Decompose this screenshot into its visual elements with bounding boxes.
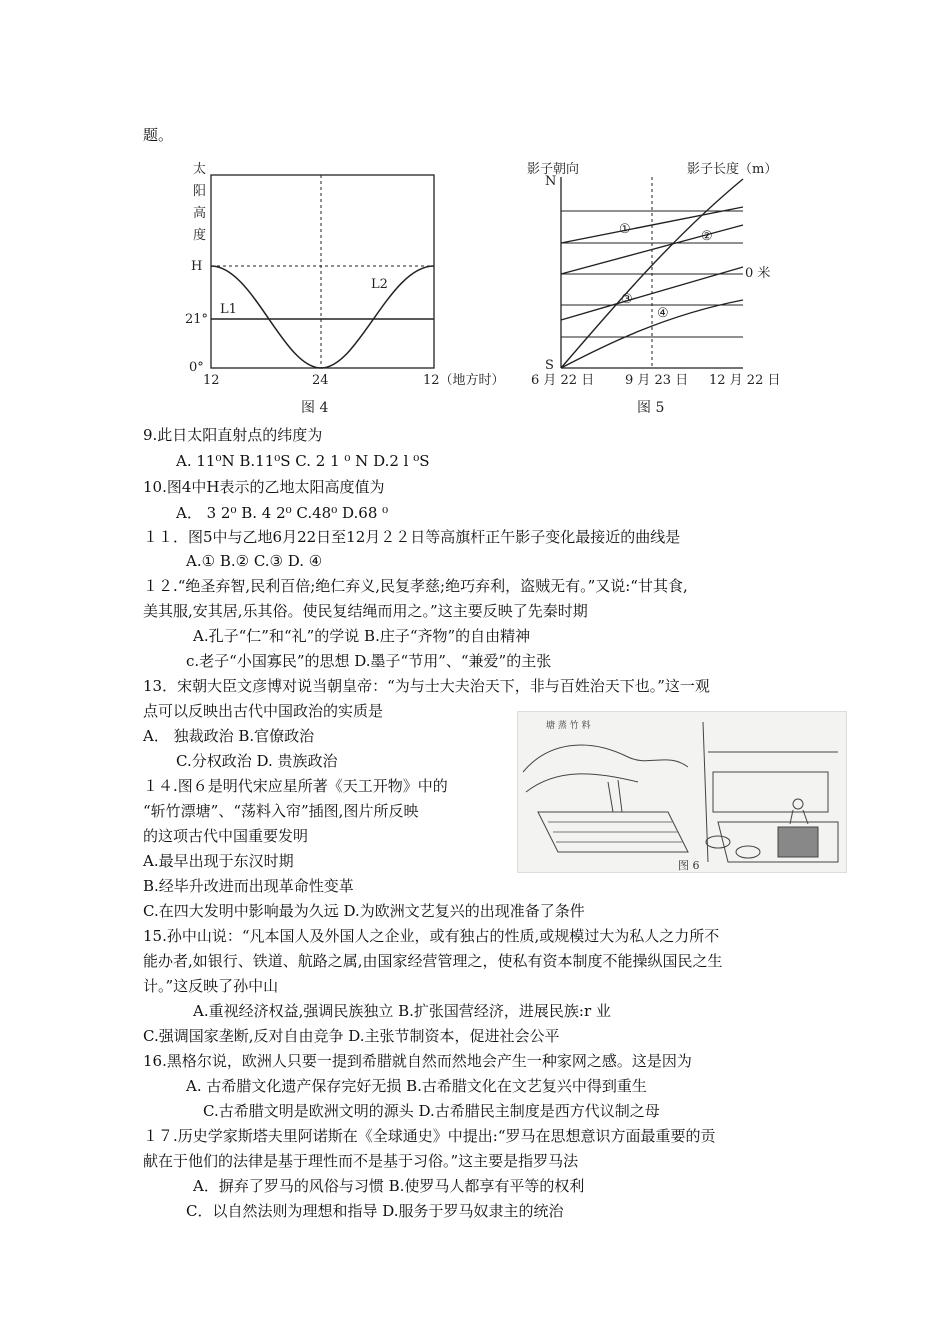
question-17: １７.历史学家斯塔夫里阿诺斯在《全球通史》中提出:“罗马在思想意识方面最重要的贡 (143, 1127, 716, 1145)
question-11: １１．图5中与乙地6月22日至12月２２日等高旗杆正午影子变化最接近的曲线是 (143, 528, 681, 546)
fig5-label-2: ② (701, 229, 713, 244)
question-16-options-ab: A. 古希腊文化遗产保存完好无损 B.古希腊文化在文艺复兴中得到重生 (186, 1077, 647, 1095)
fig4-label-l2: L2 (371, 277, 388, 292)
question-9-options: A. 11⁰N B.11⁰S C. 2 1 ⁰ N D.2 l ⁰S (176, 452, 430, 470)
fig4-xtick-12-right: 12（地方时） (423, 373, 505, 388)
fig4-ylabel-char: 度 (193, 228, 207, 243)
fig4-ylabel-char: 阳 (193, 184, 207, 199)
fig5-label-1: ① (619, 222, 631, 237)
fig4-ytick-0: 0° (189, 360, 204, 375)
fig4-curve-l2 (211, 266, 434, 368)
question-12: １２.“绝圣弃智,民利百倍;绝仁弃义,民复孝慈;绝巧弃利，盗贼无有。”又说:“甘其食, (143, 577, 688, 595)
question-10-options: A． 3 2⁰ B. 4 2⁰ C.48⁰ D.68 ⁰ (176, 504, 389, 522)
figure-4 (183, 155, 513, 417)
question-15-cont: 能办者,如银行、铁道、航路之属,由国家经营管理之，使私有资本制度不能操纵国民之生 (143, 952, 723, 970)
question-16-options-cd: C.古希腊文明是欧洲文明的源头 D.古希腊民主制度是西方代议制之母 (203, 1102, 660, 1120)
fig5-right-title: 影子长度（m） (687, 162, 778, 177)
fig4-xtick-12-left: 12 (203, 373, 220, 388)
fig4-frame (211, 175, 434, 368)
question-17-options-cd: C．以自然法则为理想和指导 D.服务于罗马奴隶主的统治 (186, 1202, 564, 1220)
fig5-xtick-sep: 9 月 23 日 (625, 373, 689, 388)
question-15-options-ab: A.重视经济权益,强调民族独立 B.扩张国营经济，进展民族:r 业 (193, 1002, 611, 1020)
fig5-label-4: ④ (657, 306, 669, 321)
question-15-options-cd: C.强调国家垄断,反对自由竞争 D.主张节制资本，促进社会公平 (143, 1027, 560, 1045)
question-9: 9.此日太阳直射点的纬度为 (143, 426, 323, 444)
question-14-cont: 的这项古代中国重要发明 (143, 827, 309, 845)
question-12-cont: 美其服,安其居,乐其俗。使民复结绳而用之。”这主要反映了先秦时期 (143, 602, 588, 620)
question-17-options-ab: A．摒弃了罗马的风俗与习惯 B.使罗马人都享有平等的权利 (193, 1177, 585, 1195)
question-13-options-ab: A． 独裁政治 B.官僚政治 (143, 727, 315, 745)
question-13-cont: 点可以反映出古代中国政治的实质是 (143, 702, 384, 720)
figure-6 (517, 711, 847, 873)
question-14-cont: “斩竹漂塘”、“荡料入帘”插图,图片所反映 (143, 802, 419, 820)
fig5-zero-label: 0 米 (745, 266, 771, 281)
question-14-options-cd: C.在四大发明中影响最为久远 D.为欧洲文艺复兴的出现准备了条件 (143, 902, 585, 920)
question-11-options: A.① B.② C.③ D. ④ (186, 552, 323, 570)
question-15: 15.孙中山说：“凡本国人及外国人之企业，或有独占的性质,或规模过大为私人之力所不 (143, 927, 720, 945)
fig4-label-l1: L1 (220, 302, 237, 317)
fig5-south: S (545, 358, 554, 373)
fig5-caption: 图 5 (637, 400, 665, 416)
question-12-options-ab: A.孔子“仁”和“礼”的学说 B.庄子“齐物”的自由精神 (193, 627, 531, 645)
question-14-option-b: B.经毕升改进而出现革命性变革 (143, 877, 354, 895)
fig6-caption: 图 6 (678, 859, 700, 872)
fig5-xtick-jun: 6 月 22 日 (531, 373, 595, 388)
question-14-option-a: A.最早出现于东汉时期 (143, 852, 294, 870)
question-16: 16.黑格尔说，欧洲人只要一提到希腊就自然而然地会产生一种家网之感。这是因为 (143, 1052, 692, 1070)
question-10: 10.图4中H表示的乙地太阳高度值为 (143, 478, 385, 496)
fig4-ytick-h: H (191, 259, 203, 274)
question-13: 13．宋朝大臣文彦博对说当朝皇帝：“为与士大夫治天下，非与百姓治天下也。”这一观 (143, 677, 710, 695)
fig4-caption: 图 4 (301, 400, 329, 416)
figure-6-illustration (518, 712, 846, 872)
question-15-cont: 计。”这反映了孙中山 (143, 977, 279, 995)
intro-text: 题。 (143, 126, 174, 144)
question-17-cont: 献在于他们的法律是基于理性而不是基于习俗。”这主要是指罗马法 (143, 1152, 579, 1170)
fig4-ylabel-char: 太 (193, 162, 207, 177)
question-14: １４.图６是明代宋应星所著《天工开物》中的 (143, 777, 448, 795)
fig5-xtick-dec: 12 月 22 日 (709, 373, 781, 388)
figure-5 (525, 155, 785, 417)
fig4-ytick-21: 21° (185, 312, 209, 327)
fig5-left-title: 影子朝向 (527, 162, 580, 177)
question-13-options-cd: C.分权政治 D. 贵族政治 (176, 752, 338, 770)
fig5-north: N (545, 174, 557, 189)
question-12-options-cd: c.老子“小国寡民”的思想 D.墨子“节用”、“兼爱”的主张 (186, 652, 552, 670)
fig4-xtick-24: 24 (312, 373, 329, 388)
fig5-label-3: ③ (621, 292, 633, 307)
fig6-title: 塘 蒸 竹 料 (546, 721, 591, 731)
fig4-ylabel-char: 高 (193, 206, 207, 221)
